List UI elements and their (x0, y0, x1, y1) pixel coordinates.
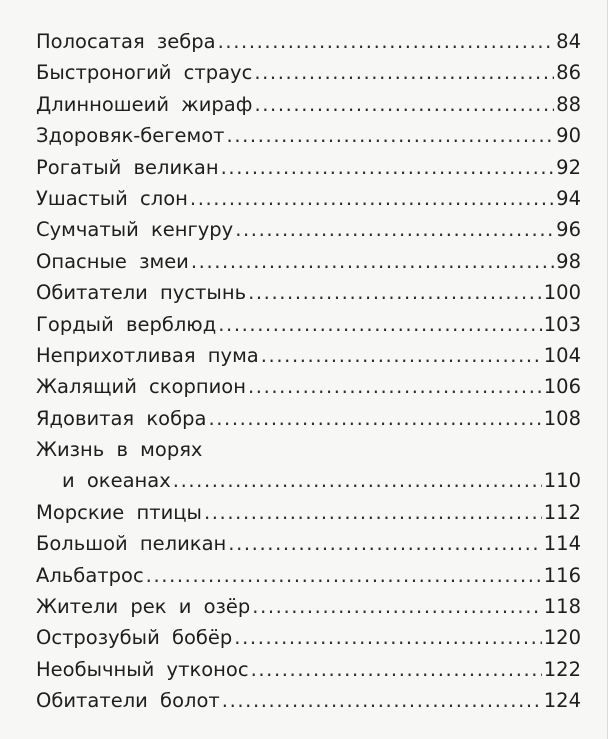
toc-entry-title: Здоровяк-бегемот (36, 124, 225, 148)
toc-entry-title: Ушастый слон (36, 186, 188, 210)
toc-entry-page: 110 (543, 469, 581, 493)
toc-leader-dots (252, 591, 541, 622)
toc-entry-title: Необычный утконос (36, 657, 249, 681)
toc-entry (36, 622, 581, 653)
toc-entry-title: Альбатрос (36, 563, 144, 587)
toc-leader-dots (248, 371, 542, 402)
toc-entry-page: 106 (543, 375, 581, 399)
toc-entry (36, 560, 581, 591)
toc-leader-dots (227, 120, 555, 151)
toc-entry-page: 112 (543, 500, 581, 524)
toc-entry-title: Острозубый бобёр (36, 626, 233, 650)
toc-entry-page: 100 (543, 281, 581, 305)
toc-leader-dots (234, 622, 541, 653)
toc-entry-title: Сумчатый кенгуру (36, 218, 234, 242)
toc-leader-dots (228, 528, 541, 559)
toc-leader-dots (221, 152, 555, 183)
toc-entry-page: 108 (543, 406, 581, 430)
toc-entry-title: Жизнь в морях (36, 438, 203, 462)
toc-entry-page: 118 (543, 595, 581, 619)
toc-entry (36, 403, 581, 434)
toc-entry-title: Гордый верблюд (36, 312, 217, 336)
toc-leader-dots (261, 340, 542, 371)
toc-entry (36, 465, 581, 496)
toc-entry (36, 340, 581, 371)
toc-entry-page: 116 (543, 563, 581, 587)
toc-entry (36, 371, 581, 402)
toc-entry (36, 120, 581, 151)
toc-entry (36, 57, 581, 88)
toc-entry-title: Большой пеликан (36, 532, 227, 556)
toc-entry (36, 591, 581, 622)
toc-entry-page: 120 (543, 626, 581, 650)
toc-leader-dots (248, 277, 542, 308)
toc-entry-page: 103 (543, 312, 581, 336)
toc-entry (36, 89, 581, 120)
toc-leader-dots (254, 57, 554, 88)
toc-entry-page: 122 (543, 657, 581, 681)
toc-entry (36, 183, 581, 214)
toc-entry (36, 497, 581, 528)
toc-leader-dots (173, 465, 542, 496)
toc-entry-page: 90 (556, 124, 581, 148)
toc-entry-title: Опасные змеи (36, 249, 189, 273)
toc-entry-title: Быстроногий страус (36, 61, 253, 85)
toc-entry (36, 309, 581, 340)
toc-entry-page: 98 (556, 249, 581, 273)
toc-leader-dots (235, 214, 554, 245)
toc-leader-dots (222, 685, 542, 716)
toc-entry-page: 104 (543, 343, 581, 367)
toc-leader-dots (218, 26, 555, 57)
toc-entry-title: Жители рек и озёр (36, 595, 251, 619)
toc-leader-dots (218, 309, 542, 340)
toc-entry (36, 528, 581, 559)
toc-entry (36, 26, 581, 57)
toc-entry-heading-line (36, 434, 581, 465)
toc-entry-title: и океанах (62, 469, 171, 493)
toc-entry (36, 685, 581, 716)
toc-entry-title: Обитатели пустынь (36, 281, 247, 305)
toc-entry-title: Рогатый великан (36, 155, 219, 179)
toc-entry (36, 246, 581, 277)
toc-entry-title: Ядовитая кобра (36, 406, 207, 430)
toc-entry-title: Морские птицы (36, 500, 202, 524)
toc-leader-dots (251, 654, 542, 685)
toc-entry (36, 277, 581, 308)
toc-entry-page: 84 (556, 30, 581, 53)
toc-entry-title: Обитатели болот (36, 689, 220, 713)
toc-entry-title: Длинношеий жираф (36, 92, 253, 116)
toc-entry-page: 96 (556, 218, 581, 242)
toc-entry (36, 654, 581, 685)
toc-entry-page: 86 (556, 61, 581, 85)
toc-leader-dots (208, 403, 541, 434)
toc-leader-dots (190, 183, 554, 214)
toc-entry-page: 94 (556, 186, 581, 210)
toc-entry-title: Жалящий скорпион (36, 375, 246, 399)
toc-entry-page: 124 (543, 689, 581, 713)
toc-entry-title: Полосатая зебра (36, 30, 216, 53)
toc-leader-dots (146, 560, 542, 591)
toc-entry-title: Неприхотливая пума (36, 343, 259, 367)
table-of-contents (36, 26, 581, 717)
toc-leader-dots (191, 246, 554, 277)
toc-entry (36, 214, 581, 245)
toc-entry-page: 114 (543, 532, 581, 556)
toc-entry (36, 152, 581, 183)
toc-entry-page: 88 (556, 92, 581, 116)
toc-leader-dots (204, 497, 542, 528)
toc-leader-dots (254, 89, 554, 120)
toc-entry-page: 92 (556, 155, 581, 179)
